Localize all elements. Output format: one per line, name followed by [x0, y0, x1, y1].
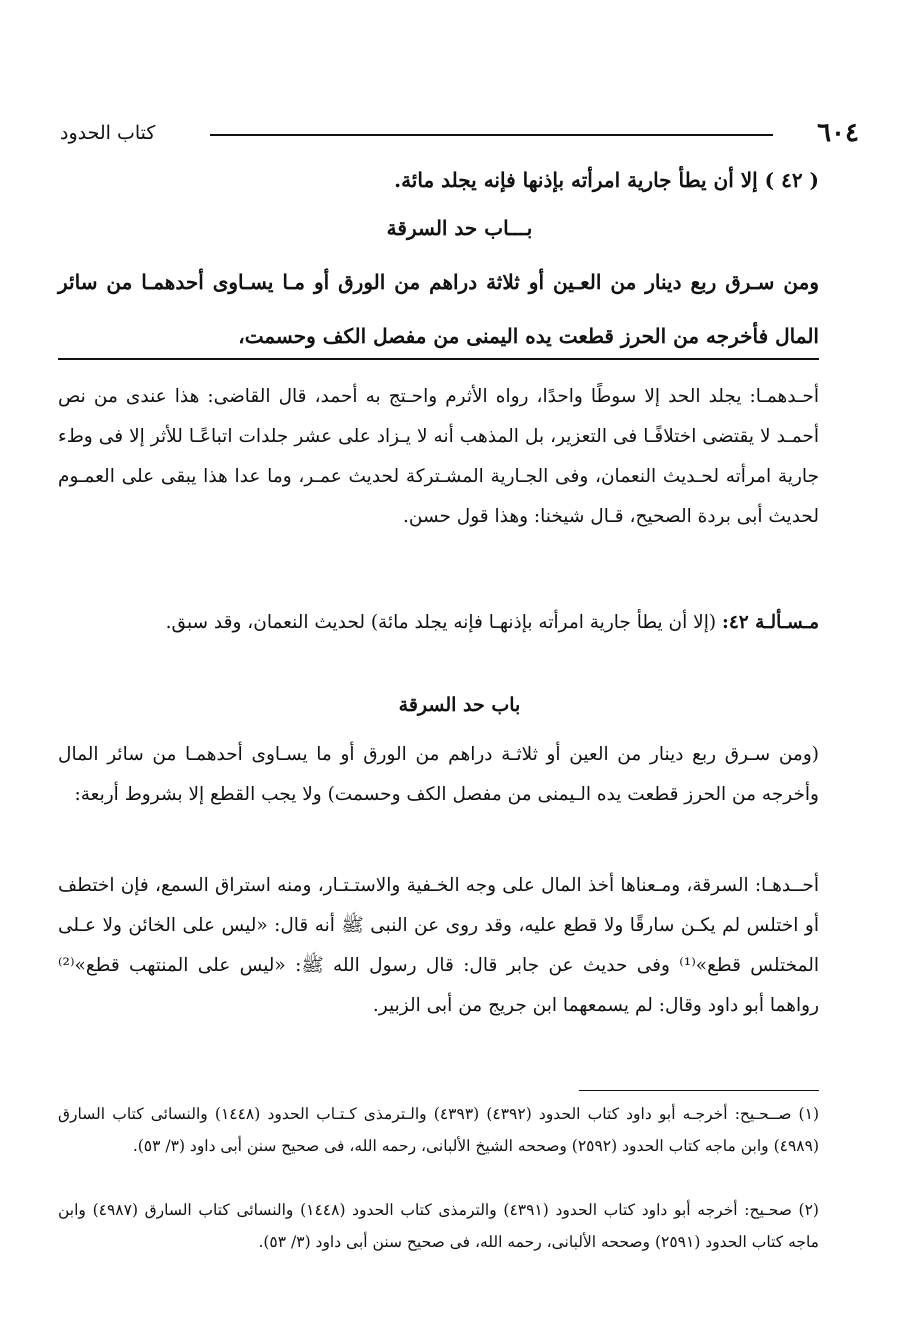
footnote: (١) صــحـيح: أخرجـه أبو داود كتاب الحدود (٤٣٩٢) (٤٣٩٣) والـترمذى كـتـاب الحدود (١٤٤٨) والنسائى كتاب السارق (٤٩٨٩) وابن ماجه كتاب الحدود (٢٥٩٢) وصححه الشيخ الألبانى، رحمه الله، فى صحيح سنن أبى داود (٣/ ٥٣). [58, 1105, 819, 1155]
running-head [60, 118, 861, 152]
commentary-chapter-heading: باب حد السرقة [398, 694, 521, 716]
header-rule [210, 134, 773, 136]
commentary-paragraph: (ومن سـرق ربع دينار من العين أو ثلاثـة دراهم من الورق أو ما يسـاوى أحدهمـا من سائر المال وأخرجه من الحرز قطعت يده الـيمنى من مفصل الكف وحسمت) ولا يجب القطع إلا بشروط أربعة: [58, 744, 819, 805]
footnote-rule [579, 1090, 819, 1091]
matn-chapter-heading: بـــاب حد السرقة [386, 216, 533, 240]
matn-issue-42: ( ٤٢ ) إلا أن يطأ جارية امرأته بإذنها فإنه يجلد مائة. [394, 168, 819, 192]
commentary-paragraph: أحـدهمـا: يجلد الحد إلا سوطًا واحدًا، رواه الأثرم واحـتج به أحمد، قال القاضى: هذا عندى من نص أحمـد لا يقتضى اختلافًـا فى التعزير، بل المذهب أنه لا يـزاد على عشر جلدات اتباعًـا للأثر إلا فى وطء جارية امرأته لحـديث النعمان، وفى الجـارية المشـتركة لحديث عمـر، وما عدا هذا يبقى على العمـوم لحديث أبى بردة الصحيح، قـال شيخنا: وهذا قول حسن. [58, 386, 819, 527]
section-name: كتاب الحدود [60, 122, 156, 144]
masala-text: (إلا أن يطأ جارية امرأته بإذنهـا فإنه يجلد مائة) لحديث النعمان، وقد سبق. [165, 612, 717, 633]
masala-label: مـسـألـة ٤٢: [721, 612, 819, 633]
footnote: (٢) صحـيح: أخرجه أبو داود كتاب الحدود (٤٣٩١) والترمذى كتاب الحدود (١٤٤٨) والنسائى كتاب السارق (٤٩٨٧) وابن ماجه كتاب الحدود (٢٥٩١) وصححه الألبانى، رحمه الله، فى صحيح سنن أبى داود (٣/ ٥٣). [58, 1201, 819, 1251]
commentary-paragraph: أحــدهـا: السرقة، ومـعناها أخذ المال على وجه الخـفية والاستـتـار، ومنه استراق السمع، فإن اختطف أو اختلس لم يكـن سارقًا ولا قطع عليه، وقد روى عن النبى ﷺ أنه قال: «ليس على الخائن ولا عـلى المختلس قطع»⁽¹⁾ وفى حديث عن جابر قال: قال رسول الله ﷺ: «ليس على المنتهب قطع»⁽²⁾ رواهما أبو داود وقال: لم يسمعهما ابن جريج من أبى الزبير. [58, 875, 819, 1016]
page-number: ٦٠٤ [817, 118, 859, 148]
matn-divider [58, 358, 819, 360]
matn-paragraph: ومن سـرق ربع دينار من العـين أو ثلاثة دراهم من الورق أو مـا يسـاوى أحدهمـا من سائر المال فأخرجه من الحرز قطعت يده اليمنى من مفصل الكف وحسمت، [58, 270, 819, 348]
masala-paragraph [58, 603, 819, 643]
